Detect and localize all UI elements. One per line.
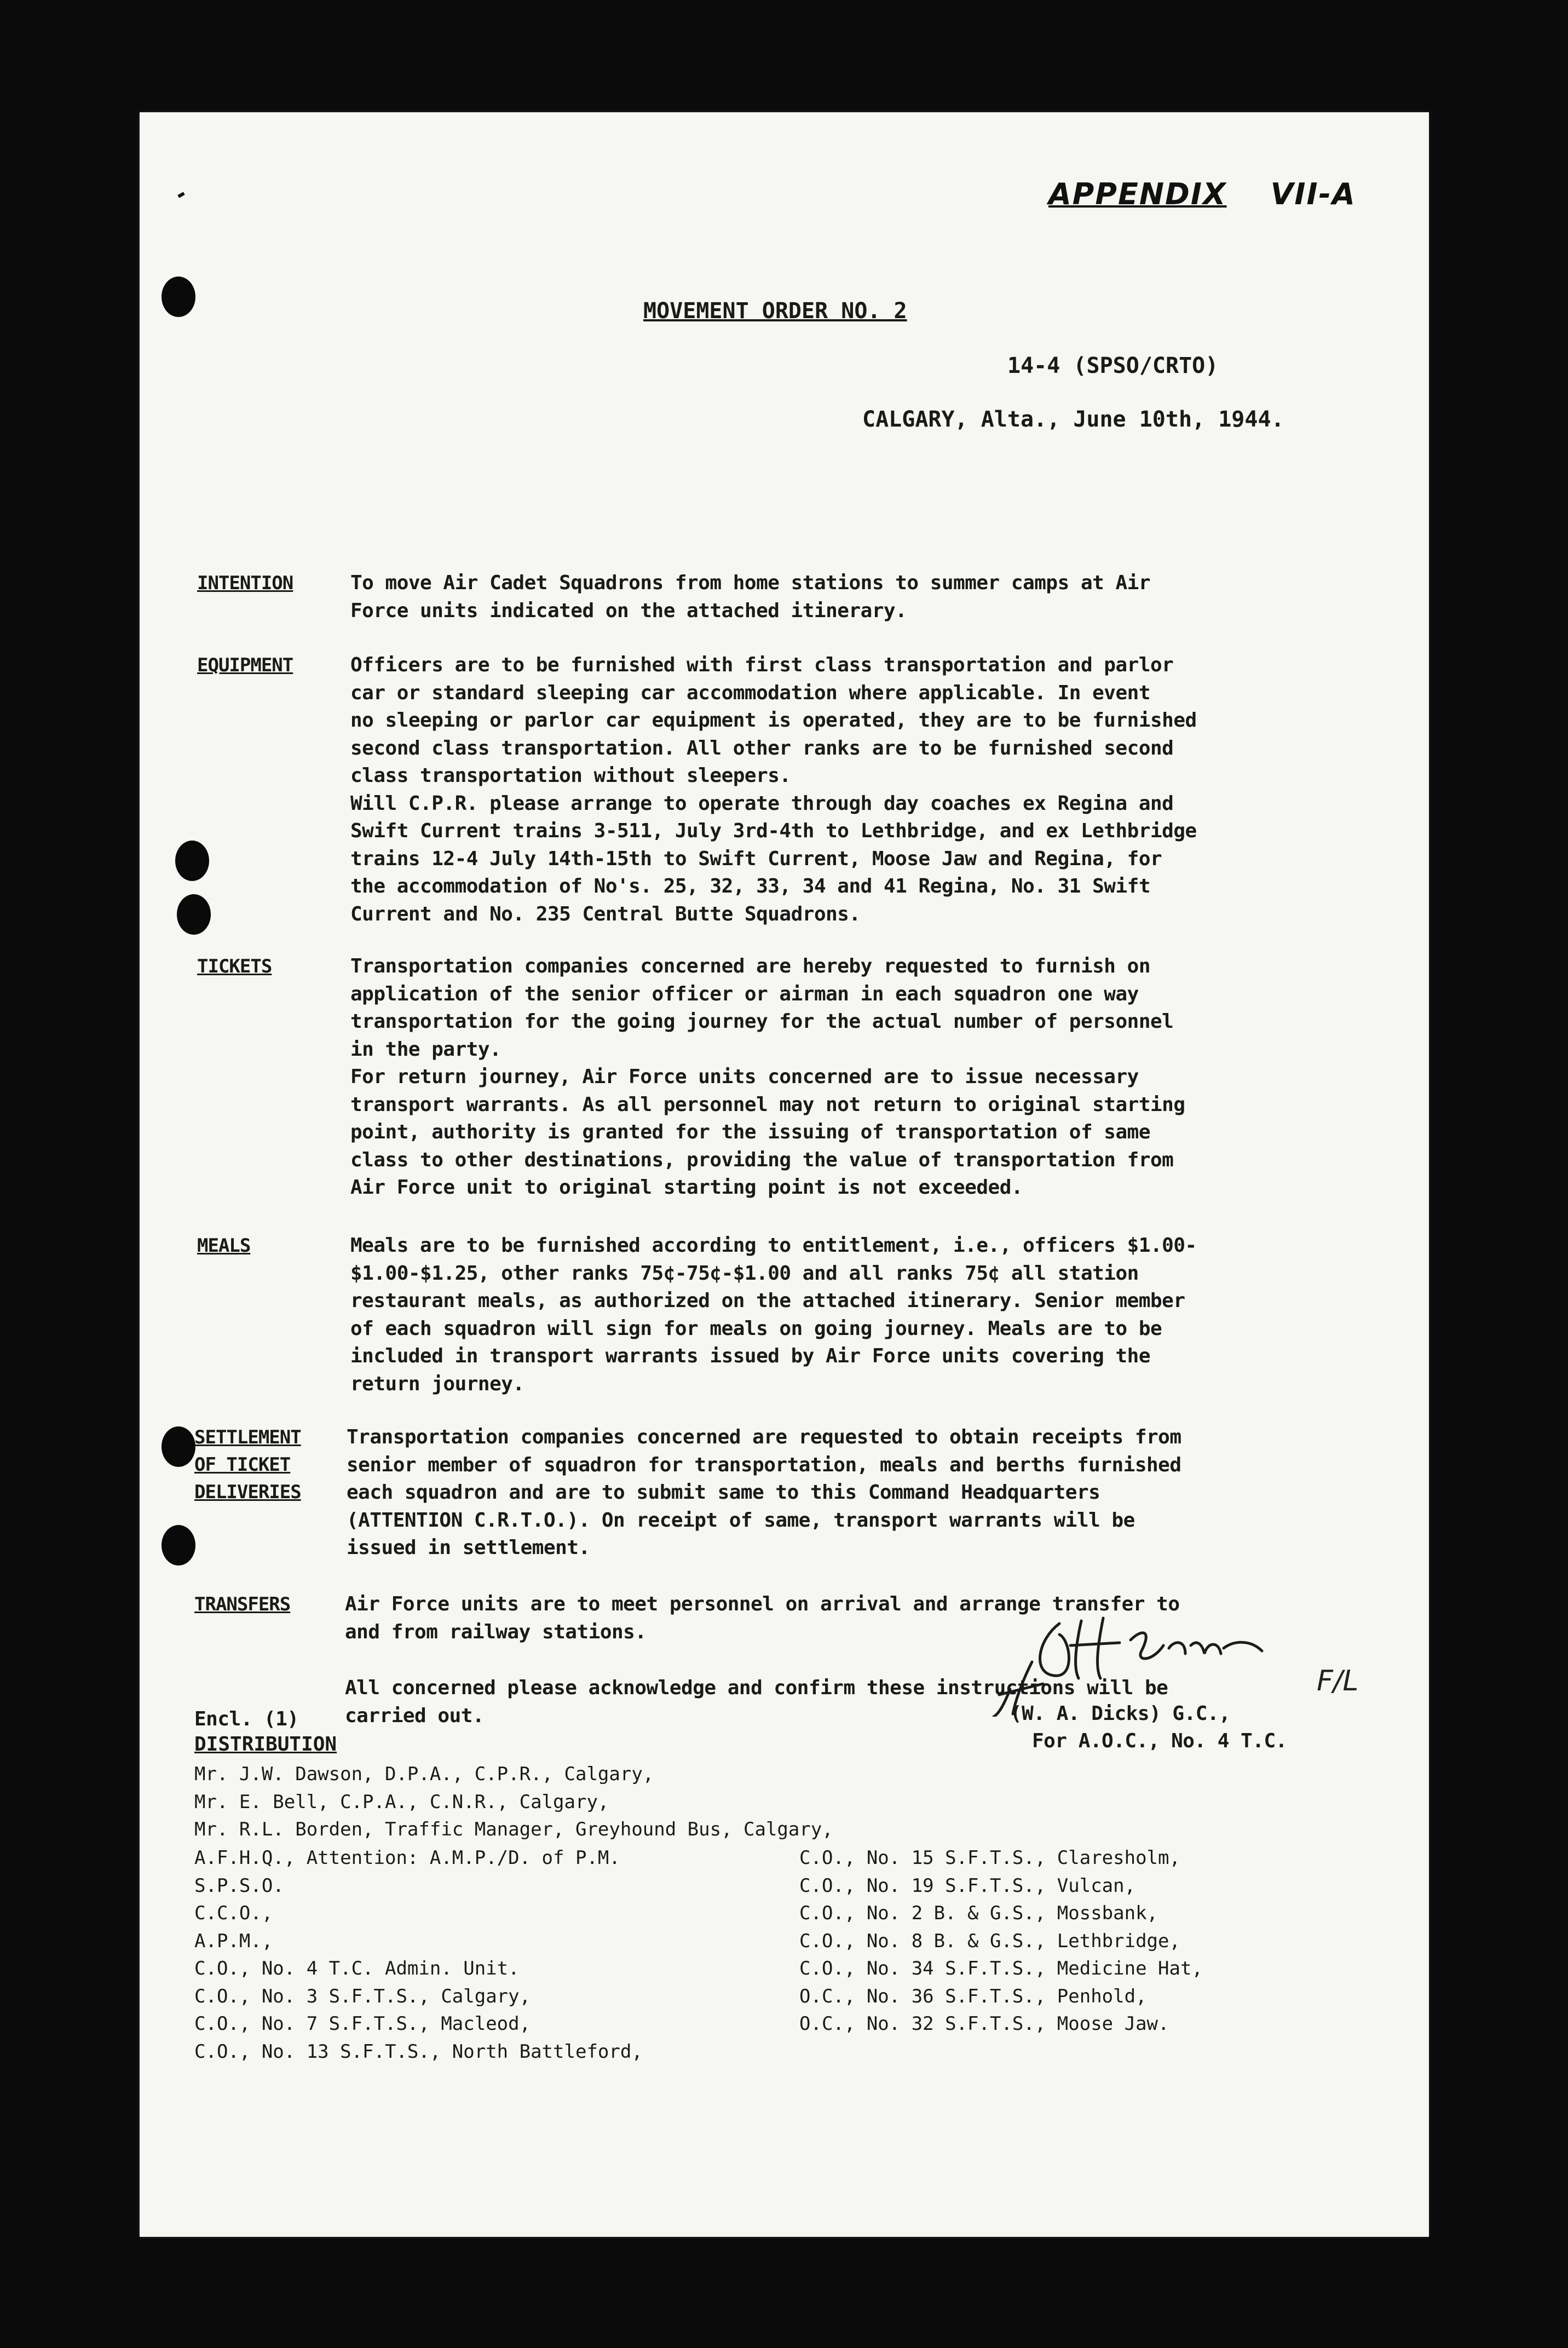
section-body-intention: To move Air Cadet Squadrons from home stations to summer camps at Air Force units indicated on the attached itinerary. bbox=[350, 572, 1150, 622]
closing-instruction: All concerned please acknowledge and confirm these instructions will be carried out. bbox=[345, 1677, 1168, 1727]
distribution-heading: DISTRIBUTION bbox=[194, 1733, 337, 1756]
punch-hole bbox=[162, 1426, 195, 1467]
appendix-word: APPENDIX bbox=[1048, 177, 1227, 211]
file-reference: 14-4 (SPSO/CRTO) bbox=[1007, 353, 1219, 378]
appendix-number: VII-A bbox=[1270, 177, 1356, 211]
document-title: MOVEMENT ORDER NO. 2 bbox=[643, 298, 907, 324]
punch-hole bbox=[177, 894, 211, 935]
punch-hole bbox=[162, 277, 195, 317]
appendix-annotation bbox=[1048, 177, 1356, 211]
punch-hole bbox=[162, 1525, 195, 1566]
distribution-full-lines: Mr. J.W. Dawson, D.P.A., C.P.R., Calgary, Mr. E. Bell, C.P.A., C.N.R., Calgary, Mr. R.L. Borden, Traffic Manager, Greyhound Bus, Calgary, bbox=[194, 1763, 833, 1840]
section-label-transfers: TRANSFERS bbox=[194, 1593, 291, 1615]
stray-mark bbox=[177, 192, 185, 198]
place-date: CALGARY, Alta., June 10th, 1944. bbox=[862, 407, 1284, 432]
document-page bbox=[140, 112, 1429, 2237]
section-label-tickets: TICKETS bbox=[197, 956, 272, 977]
section-body-transfers: Air Force units are to meet personnel on arrival and arrange transfer to and from railway stations. bbox=[345, 1593, 1180, 1643]
section-label-meals: MEALS bbox=[197, 1235, 251, 1257]
punch-hole bbox=[175, 841, 209, 881]
section-body-equipment: Officers are to be furnished with first class transportation and parlor car or standard sleeping car accommodation where applicable. In event no sleeping or parlor car equipment is operated, they are to be furnished second class transportation. All other ranks are to be furnished second class transportation without sleepers. Will C.P.R. please arrange to operate through day coaches ex Regina and Swift Current trains 3-511, July 3rd-4th to Lethbridge, and ex Lethbridge trains 12-4 July 14th-15th to Swift Current, Moose Jaw and Regina, for the accommodation of No's. 25, 32, 33, 34 and 41 Regina, No. 31 Swift Current and No. 235 Central Butte Squadrons. bbox=[350, 654, 1197, 925]
distribution-right-column: C.O., No. 15 S.F.T.S., Claresholm, C.O., No. 19 S.F.T.S., Vulcan, C.O., No. 2 B. & G.S., Mossbank, C.O., No. 8 B. & G.S., Lethbridge, C.O., No. 34 S.F.T.S., Medicine Hat, O.C., No. 36 S.F.T.S., Penhold, O.C., No. 32 S.F.T.S., Moose Jaw. bbox=[799, 1847, 1203, 2035]
signatory-name: (W. A. Dicks) G.C., bbox=[1010, 1702, 1231, 1725]
section-label-settlement: SETTLEMENT OF TICKET DELIVERIES bbox=[194, 1426, 301, 1503]
section-label-intention: INTENTION bbox=[197, 572, 293, 594]
section-body-meals: Meals are to be furnished according to entitlement, i.e., officers $1.00- $1.00-$1.25, other ranks 75¢-75¢-$1.00 and all ranks 75¢ all station restaurant meals, as authorized on the attached itinerary. Senior member of each squadron will sign for meals on going journey. Meals are to be included in transport warrants issued by Air Force units covering the return journey. bbox=[350, 1234, 1197, 1395]
section-label-equipment: EQUIPMENT bbox=[197, 654, 293, 676]
handwritten-initials: F/L bbox=[1317, 1665, 1359, 1697]
enclosure-note: Encl. (1) bbox=[194, 1708, 299, 1730]
distribution-left-column: A.F.H.Q., Attention: A.M.P./D. of P.M. S.P.S.O. C.C.O., A.P.M., C.O., No. 4 T.C. Admin. Unit. C.O., No. 3 S.F.T.S., Calgary, C.O., No. 7 S.F.T.S., Macleod, C.O., No. 13 S.F.T.S., North Battleford, bbox=[194, 1847, 643, 2063]
section-body-tickets: Transportation companies concerned are hereby requested to furnish on application of the senior officer or airman in each squadron one way transportation for the going journey for the actual number of personnel in the party. For return journey, Air Force units concerned are to issue necessary transport warrants. As all personnel may not return to original starting point, authority is granted for the issuing of transportation of same class to other destinations, providing the value of transportation from Air Force unit to original starting point is not exceeded. bbox=[350, 955, 1185, 1199]
signatory-for-line: For A.O.C., No. 4 T.C. bbox=[1032, 1730, 1287, 1752]
section-body-settlement: Transportation companies concerned are requested to obtain receipts from senior member of squadron for transportation, meals and berths furnished each squadron and are to submit same to this Command Headquarters (ATTENTION C.R.T.O.). On receipt of same, transport warrants will be issued in settlement. bbox=[347, 1426, 1181, 1559]
